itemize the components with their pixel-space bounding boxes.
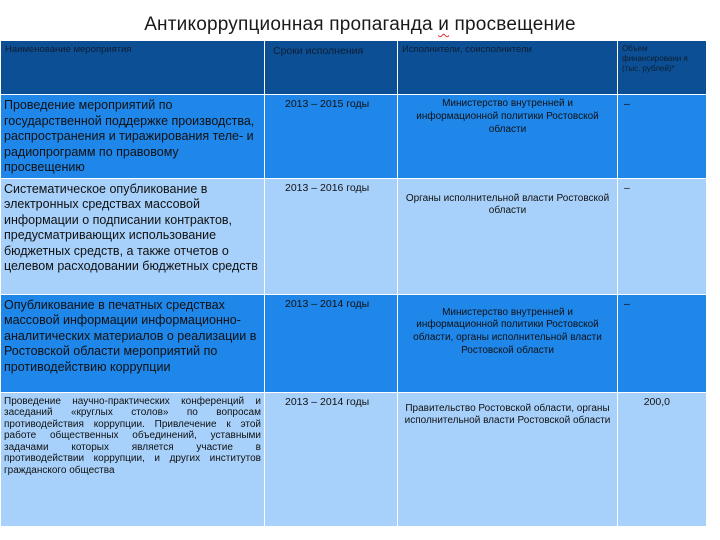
table-row: [1, 95, 707, 179]
row-1-executors: Министерство внутренней и информационной политики Ростовской области: [398, 95, 618, 179]
row-2-funding: –: [618, 178, 707, 294]
title-part-1: Антикоррупционная пропаганда: [144, 14, 439, 35]
row-3-executors: Министерство внутренней и информационной политики Ростовской области, органы исполнительной власти Ростовской области: [398, 294, 618, 392]
row-3-dates: 2013 – 2014 годы: [265, 294, 398, 392]
row-1-funding: –: [618, 95, 707, 179]
row-2-name: Систематическое опубликование в электронных средствах массовой информации о подписании контрактов, предусматривающих использование бюджетных средств, а также отчетов о целевом расходовании бюджетных средств: [1, 178, 265, 294]
header-dates: Сроки исполнения: [265, 41, 398, 95]
measures-table: [0, 40, 707, 527]
row-4-executors: Правительство Ростовской области, органы исполнительной власти Ростовской области: [398, 392, 618, 526]
row-1-name: Проведение мероприятий по государственной поддержке производства, распространения и тиражирования теле- и радиопрограмм по правовому просвещению: [1, 95, 265, 179]
table-row: [1, 392, 707, 526]
title-part-3: просвещение: [449, 14, 576, 35]
row-4-name: Проведение научно-практических конференций и заседаний «круглых столов» по вопросам противодействия коррупции. Привлечение к этой работе общественных объединений, уставными задачами которых является участие в противодействии коррупции, и других институтов гражданского общества: [1, 392, 265, 526]
row-4-dates: 2013 – 2014 годы: [265, 392, 398, 526]
header-name: Наименование мероприятия: [1, 41, 265, 95]
title-part-2: и: [438, 14, 450, 35]
table-header-row: [1, 41, 707, 95]
slide-title: [0, 14, 720, 36]
header-executors: Исполнители, соисполнители: [398, 41, 618, 95]
row-2-executors: Органы исполнительной власти Ростовской области: [398, 178, 618, 294]
row-2-dates: 2013 – 2016 годы: [265, 178, 398, 294]
row-1-dates: 2013 – 2015 годы: [265, 95, 398, 179]
table-row: [1, 178, 707, 294]
row-4-funding: 200,0: [618, 392, 707, 526]
table-row: [1, 294, 707, 392]
row-3-name: Опубликование в печатных средствах массовой информации информационно-аналитических материалов о реализации в Ростовской области мероприятий по противодействию коррупции: [1, 294, 265, 392]
header-funding: Объем финансировани я (тыс. рублей)*: [618, 41, 707, 95]
row-3-funding: –: [618, 294, 707, 392]
